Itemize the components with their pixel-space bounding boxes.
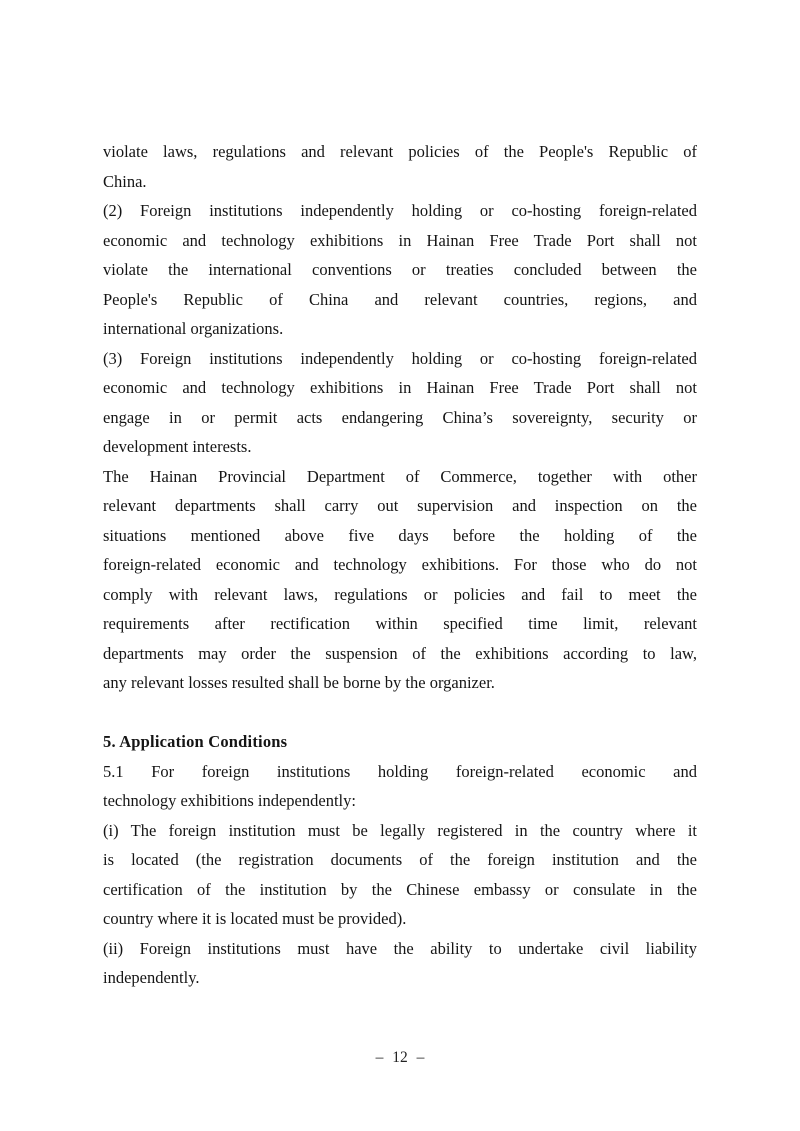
text-line: independently.: [103, 968, 200, 987]
body-paragraph: [103, 934, 697, 993]
text-line: People's Republic of China and relevant countries, regions, and: [103, 289, 697, 309]
section-heading: [103, 727, 697, 757]
page-footer: [0, 1049, 800, 1067]
text-line: foreign-related economic and technology exhibitions. For those who do not: [103, 555, 697, 574]
body-paragraph: [103, 137, 697, 196]
text-line: economic and technology exhibitions in Hainan Free Trade Port shall not: [103, 230, 697, 250]
text-line: 5.1 For foreign institutions holding foreign-related economic and: [103, 761, 697, 781]
text-line: engage in or permit acts endangering China’s sovereignty, security or: [103, 407, 697, 427]
text-line: relevant departments shall carry out supervision and inspection on the: [103, 496, 697, 515]
blank-line: [103, 698, 697, 728]
body-paragraph: [103, 757, 697, 816]
body-paragraph: [103, 816, 697, 934]
text-line: China.: [103, 171, 147, 191]
text-line: departments may order the suspension of the exhibitions according to law,: [103, 643, 697, 663]
text-line: requirements after rectification within specified time limit, relevant: [103, 614, 697, 633]
body-paragraph: [103, 462, 697, 698]
text-line: situations mentioned above five days before the holding of the: [103, 525, 697, 545]
text-line: (i) The foreign institution must be legally registered in the country where it: [103, 820, 697, 840]
text-line: certification of the institution by the Chinese embassy or consulate in the: [103, 879, 697, 899]
text-line: violate laws, regulations and relevant policies of the People's Republic of: [103, 142, 697, 161]
text-line: any relevant losses resulted shall be borne by the organizer.: [103, 673, 495, 692]
body-paragraph: [103, 196, 697, 344]
text-line: The Hainan Provincial Department of Commerce, together with other: [103, 466, 697, 486]
text-line: country where it is located must be provided).: [103, 909, 407, 928]
text-line: (ii) Foreign institutions must have the ability to undertake civil liability: [103, 938, 697, 958]
text-line: international organizations.: [103, 319, 284, 338]
text-line: comply with relevant laws, regulations or policies and fail to meet the: [103, 584, 697, 604]
page-number: – 12 –: [375, 1049, 425, 1066]
document-body: [103, 137, 697, 993]
text-line: economic and technology exhibitions in Hainan Free Trade Port shall not: [103, 378, 697, 397]
body-paragraph: [103, 344, 697, 462]
text-line: development interests.: [103, 437, 252, 456]
heading-text-line: 5. Application Conditions: [103, 732, 288, 751]
text-line: technology exhibitions independently:: [103, 791, 356, 810]
text-line: violate the international conventions or treaties concluded between the: [103, 260, 697, 279]
text-line: (3) Foreign institutions independently holding or co-hosting foreign-related: [103, 348, 697, 368]
text-line: is located (the registration documents of the foreign institution and the: [103, 850, 697, 869]
text-line: (2) Foreign institutions independently holding or co-hosting foreign-related: [103, 201, 697, 220]
